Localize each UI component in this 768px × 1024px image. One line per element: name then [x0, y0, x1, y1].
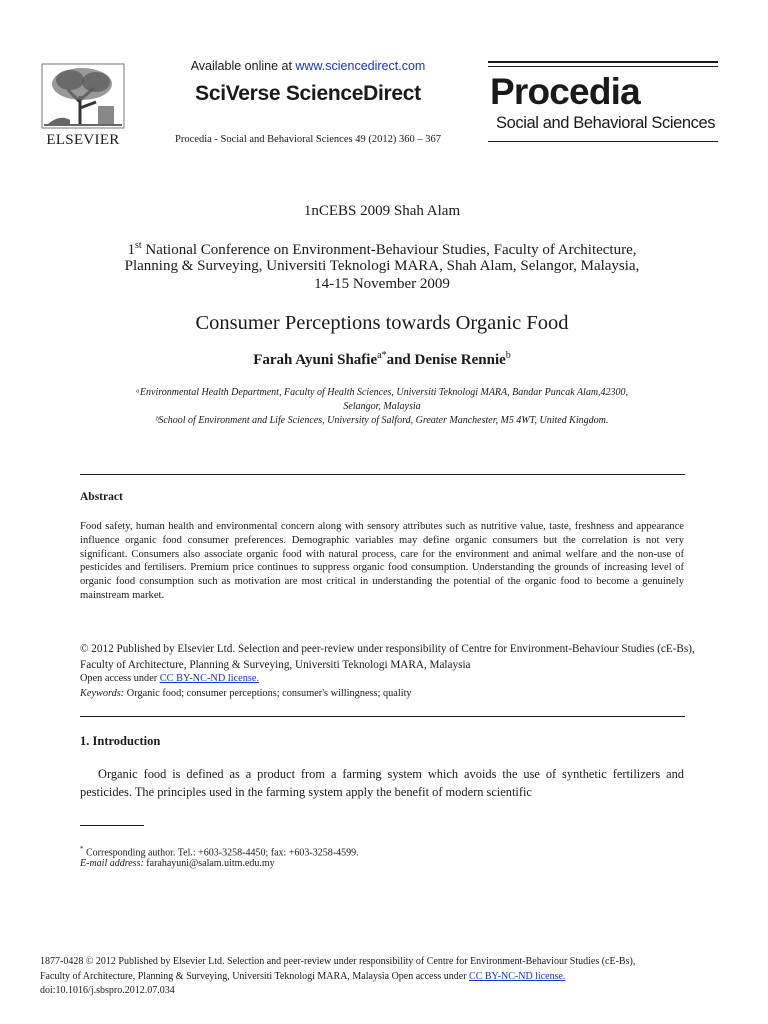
divider-top	[80, 474, 685, 475]
author-2-marker: b	[505, 350, 511, 361]
journal-logo-rule-top-thin	[488, 66, 718, 67]
affiliation-a-line-1: ᵃEnvironmental Health Department, Faculty of Health Sciences, Universiti Teknologi MARA, Bandar Puncak Alam,42300,	[135, 387, 629, 398]
abstract-body: Food safety, human health and environmental concern along with sensory attributes such as nutritive value, taste, freshness and appearance influence organic food consumer preferences. Demographic variables may define organic consumers but the correlation is not very significant. Consumers also associate organic food with natural process, care for the environment and animal welfare and the non-use of pesticides and fertilisers. Premium price continues to suppress organic food consumption. Understanding the grounds of increasing level of organic food consumption such as motivation are most critical in understanding the potential of the organic food to become a genuinely mainstream market.	[80, 521, 684, 601]
introduction-body: Organic food is defined as a product from a farming system which avoids the use of synthetic fertilizers and pesticides. The principles used in the farming system apply the benefit of modern scientific	[80, 767, 684, 799]
elsevier-logo	[40, 62, 126, 148]
available-online	[160, 59, 456, 73]
footnote-rule	[80, 825, 144, 826]
conference-line-2: Planning & Surveying, Universiti Teknologi MARA, Shah Alam, Selangor, Malaysia,	[124, 258, 640, 274]
open-access-text: Open access under	[80, 673, 160, 684]
footer-line-2	[40, 970, 740, 985]
footnote-email	[80, 857, 275, 870]
keywords	[80, 688, 412, 699]
conference-short-name: 1nCEBS 2009 Shah Alam	[303, 203, 461, 219]
conference-dates: 14-15 November 2009	[314, 276, 450, 292]
divider-bottom	[80, 716, 685, 717]
author-1: Farah Ayuni Shafie	[253, 352, 378, 368]
author-2: and Denise Rennie	[386, 352, 506, 368]
license-link[interactable]: CC BY-NC-ND license.	[159, 673, 260, 684]
author-1-marker: a*	[377, 350, 387, 361]
footer-line-1: 1877-0428 © 2012 Published by Elsevier Ltd. Selection and peer-review under responsibility of Centre for Environment-Behaviour Studies (cE-Bs),	[40, 956, 636, 967]
affiliation-b: ᵇSchool of Environment and Life Sciences, University of Salford, Greater Manchester, M5 4WT, United Kingdom.	[155, 415, 609, 426]
available-online-text: Available online at	[190, 59, 296, 73]
conference-line-1-text: National Conference on Environment-Behaviour Studies, Faculty of Architecture,	[141, 242, 637, 258]
journal-logo-subtitle: Social and Behavioral Sciences	[496, 114, 716, 132]
conference-ordinal-suffix: st	[134, 240, 142, 251]
email-label: E-mail address:	[80, 858, 144, 869]
affiliation-a-line-2: Selangor, Malaysia	[343, 401, 421, 412]
elsevier-tree-icon	[40, 62, 126, 130]
footer-line-2-text: Faculty of Architecture, Planning & Surveying, Universiti Teknologi MARA, Malaysia Open access under	[40, 970, 470, 982]
email-address: farahayuni@salam.uitm.edu.my	[143, 858, 275, 869]
sciencedirect-link[interactable]: www.sciencedirect.com	[295, 59, 426, 73]
journal-logo-name: Procedia	[490, 71, 640, 112]
platform-name: SciVerse ScienceDirect	[195, 82, 421, 105]
open-access-notice	[80, 673, 259, 684]
conference-ordinal: 1	[127, 242, 135, 258]
keywords-label: Keywords:	[80, 688, 125, 699]
paper-title: Consumer Perceptions towards Organic Food	[195, 312, 569, 334]
section-heading-introduction: 1. Introduction	[80, 734, 161, 748]
authors	[40, 350, 724, 369]
journal-logo-rule-top	[488, 61, 718, 63]
publisher-name: ELSEVIER	[46, 132, 120, 148]
footer-license-link[interactable]: CC BY-NC-ND license.	[469, 970, 566, 982]
journal-logo-rule-bottom	[488, 141, 718, 142]
footnote-marker: *	[80, 845, 84, 853]
page-footer	[40, 955, 740, 999]
copyright-notice: © 2012 Published by Elsevier Ltd. Selection and peer-review under responsibility of Centre for Environment-Behaviour Studies (cE-Bs), Faculty of Architecture, Planning & Surveying, Universiti Teknologi MARA, Malaysia	[80, 643, 695, 671]
journal-reference: Procedia - Social and Behavioral Sciences 49 (2012) 360 – 367	[175, 134, 441, 145]
keywords-list: Organic food; consumer perceptions; consumer's willingness; quality	[124, 688, 412, 699]
abstract-heading: Abstract	[80, 491, 123, 503]
corresponding-author-text: Corresponding author. Tel.: +603-3258-4450; fax: +603-3258-4599.	[83, 847, 359, 859]
footer-doi: doi:10.1016/j.sbspro.2012.07.034	[40, 985, 175, 996]
